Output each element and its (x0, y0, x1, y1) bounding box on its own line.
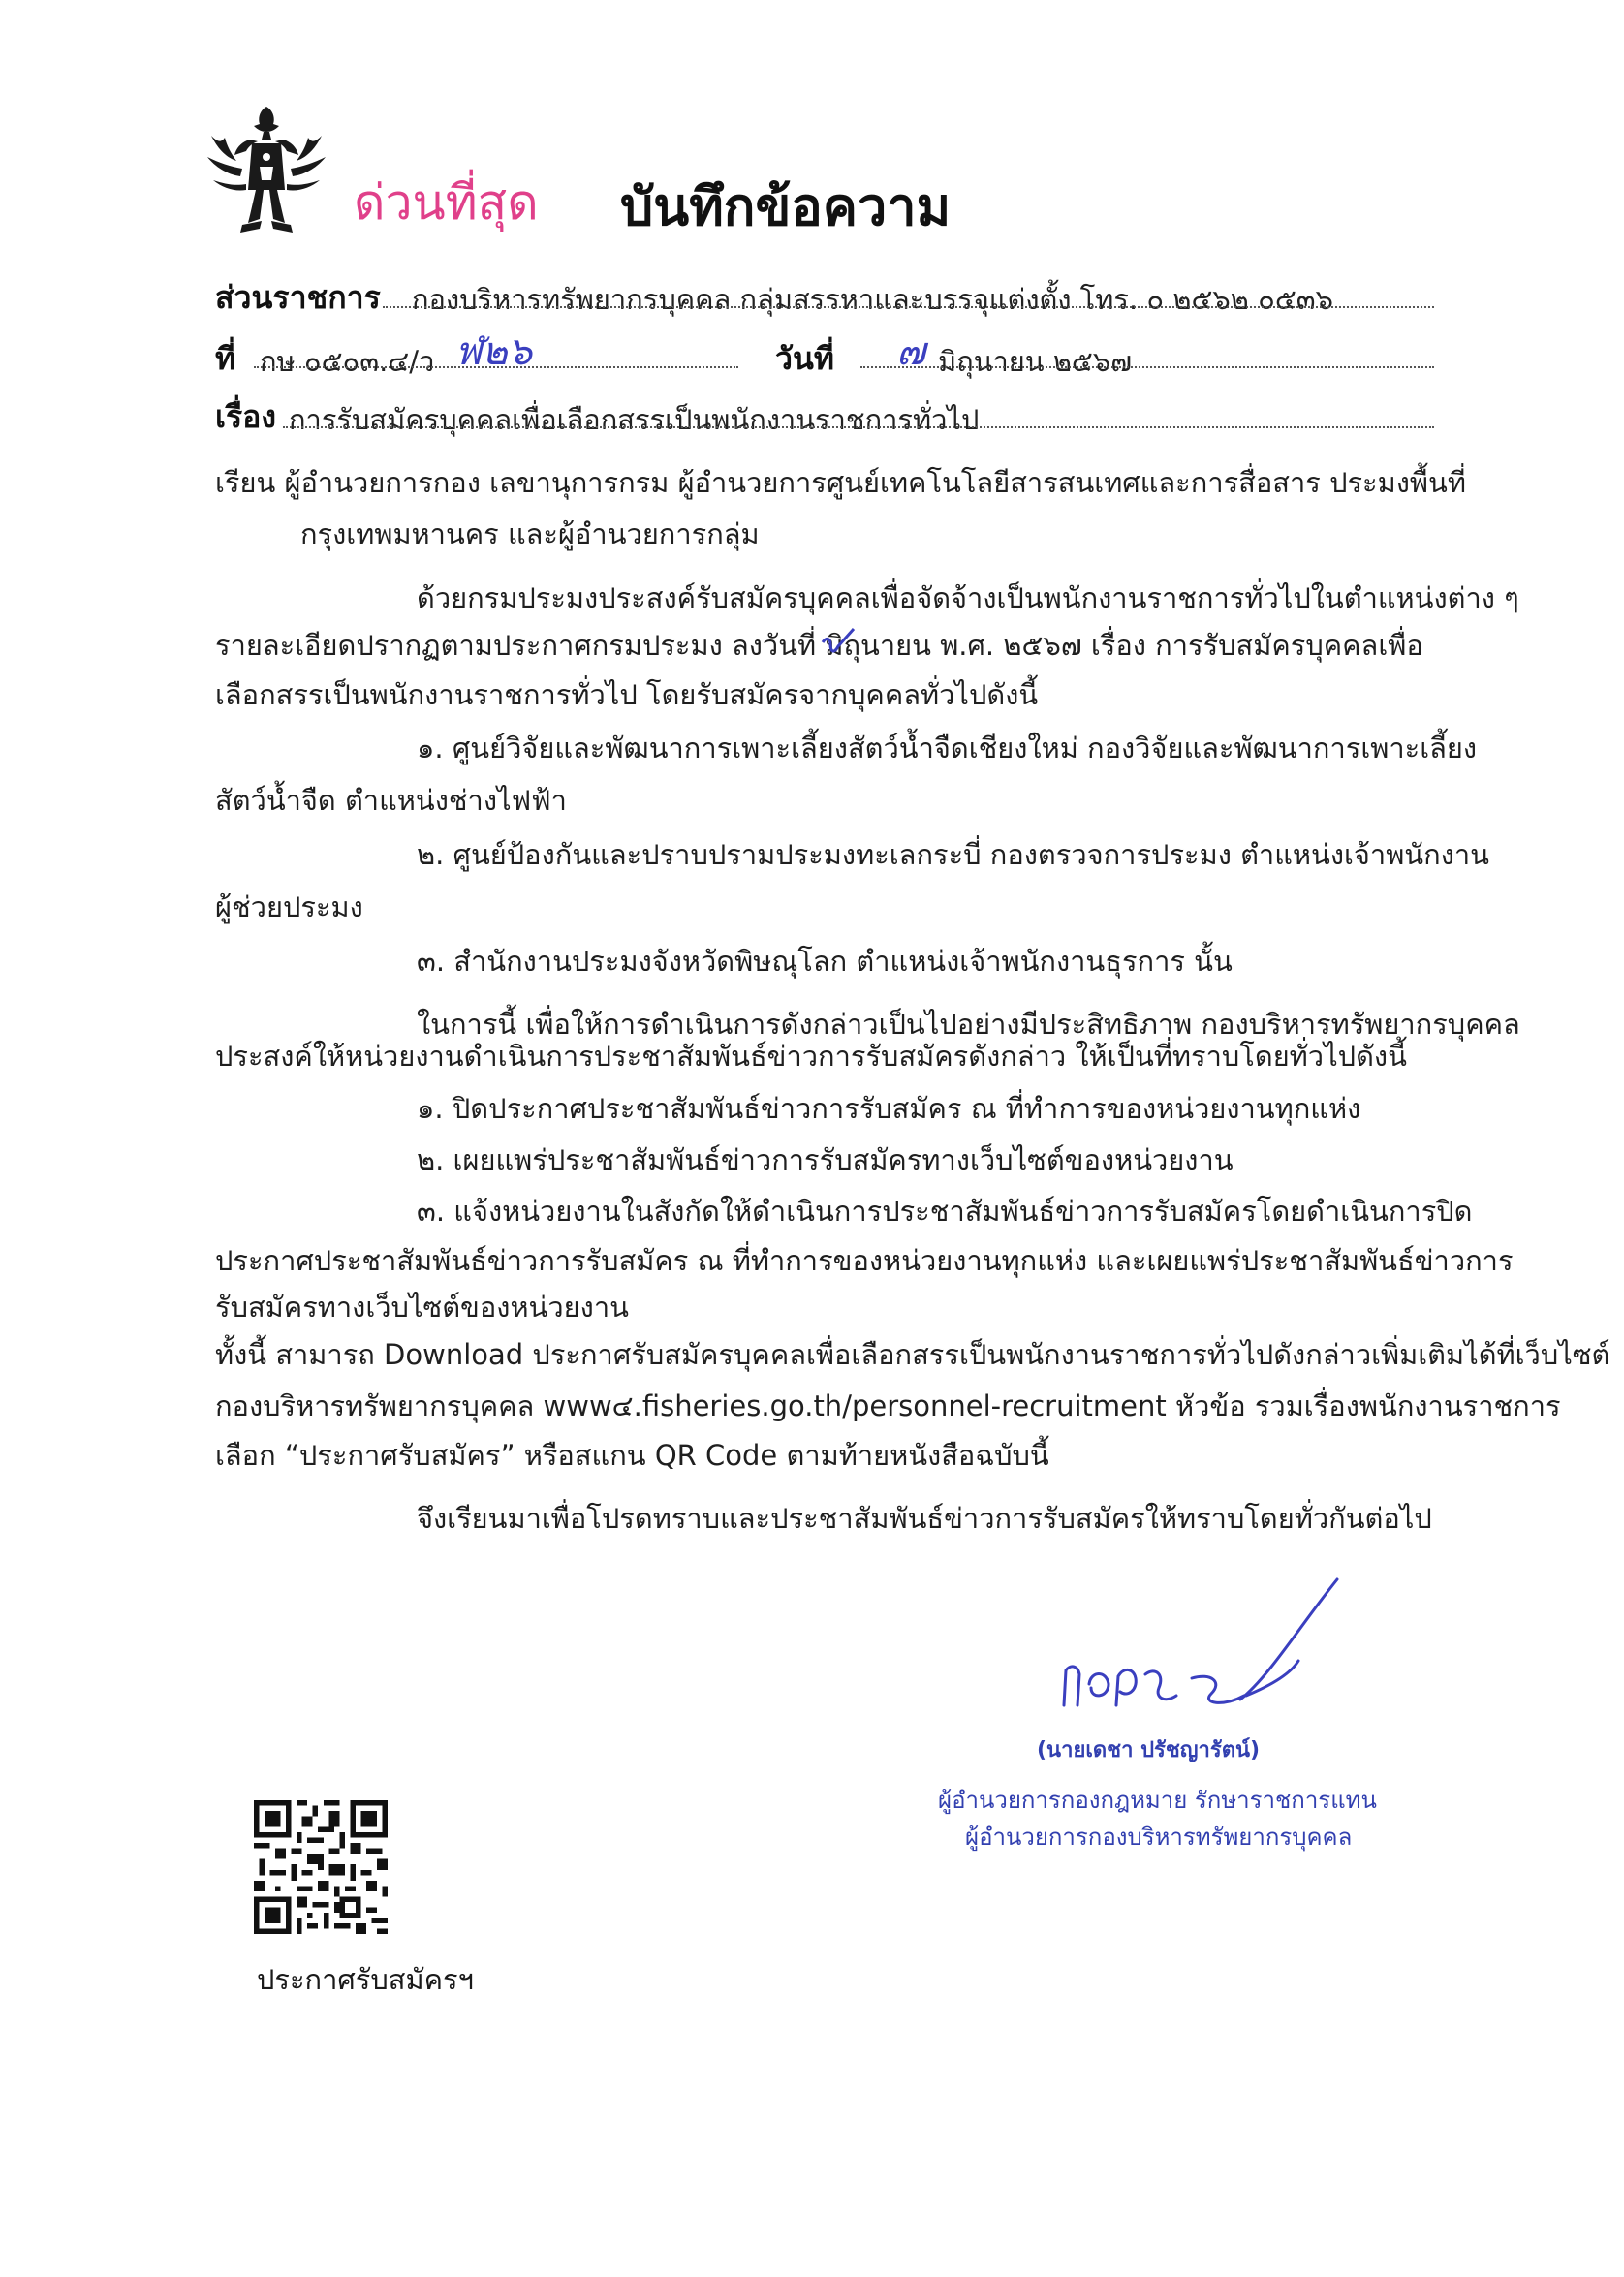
ref-handwritten-number: ฬ๒๖ (455, 329, 533, 374)
urgency-label: ด่วนที่สุด (354, 174, 539, 231)
subject-dotted-line (283, 426, 1434, 428)
date-value: มิถุนายน ๒๕๖๗ (938, 345, 1133, 378)
subject-value: การรับสมัครบุคคลเพื่อเลือกสรรเป็นพนักงานราชการทั่วไป (289, 403, 980, 436)
body-line: เลือก “ประกาศรับสมัคร” หรือสแกน QR Code ตามท้ายหนังสือฉบับนี้ (215, 1439, 1049, 1472)
signatory-position-1: ผู้อำนวยการกองกฎหมาย รักษาราชการแทน (938, 1787, 1377, 1814)
ref-dotted-line (254, 366, 738, 368)
ref-value: กษ ๐๕๐๓.๔/ว (260, 345, 435, 378)
agency-value: กองบริหารทรัพยากรบุคคล กลุ่มสรรหาและบรรจุแต่งตั้ง โทร. ๐ ๒๕๖๒ ๐๕๓๖ (412, 283, 1334, 316)
signatory-position-2: ผู้อำนวยการกองบริหารทรัพยากรบุคคล (965, 1824, 1353, 1851)
qr-caption: ประกาศรับสมัครฯ (257, 1963, 474, 1996)
date-day-handwritten: ๗ (896, 329, 926, 374)
agency-dotted-line (383, 306, 1434, 308)
body-line: กองบริหารทรัพยากรบุคคล www๔.fisheries.go.th/personnel-recruitment หัวข้อ รวมเรื่องพนักงานราชการ (215, 1389, 1561, 1422)
body-line: ประกาศประชาสัมพันธ์ข่าวการรับสมัคร ณ ที่ทำการของหน่วยงานทุกแห่ง และเผยแพร่ประชาสัมพันธ์ข่าวการ (215, 1244, 1514, 1277)
ref-label: ที่ (215, 340, 236, 377)
date-label: วันที่ (775, 340, 834, 377)
subject-label: เรื่อง (215, 398, 276, 435)
body-line: ๑. ศูนย์วิจัยและพัฒนาการเพาะเลี้ยงสัตว์น้ำจืดเชียงใหม่ กองวิจัยและพัฒนาการเพาะเลี้ยง (417, 732, 1478, 764)
body-line: รายละเอียดปรากฏตามประกาศกรมประมง ลงวันที่ มิถุนายน พ.ศ. ๒๕๖๗ เรื่อง การรับสมัครบุคคลเพื่อ (215, 629, 1423, 662)
document-title: บันทึกข้อความ (620, 176, 952, 237)
body-line: ประสงค์ให้หน่วยงานดำเนินการประชาสัมพันธ์ข่าวการรับสมัครดังกล่าว ให้เป็นที่ทราบโดยทั่วไปดังนี้ (215, 1040, 1407, 1073)
body-line: กรุงเทพมหานคร และผู้อำนวยการกลุ่ม (300, 517, 760, 550)
body-line: ในการนี้ เพื่อให้การดำเนินการดังกล่าวเป็นไปอย่างมีประสิทธิภาพ กองบริหารทรัพยากรบุคคล (417, 1008, 1520, 1041)
signatory-name: (นายเดชา ปรัชญารัตน์) (1037, 1738, 1261, 1762)
date-dotted-line (860, 366, 1434, 368)
body-line: ด้วยกรมประมงประสงค์รับสมัครบุคคลเพื่อจัดจ้างเป็นพนักงานราชการทั่วไปในตำแหน่งต่าง ๆ (417, 581, 1519, 614)
body-line: ทั้งนี้ สามารถ Download ประกาศรับสมัครบุคคลเพื่อเลือกสรรเป็นพนักงานราชการทั่วไปดังกล่าวเพิ่มเติมได้ที่เว็บไซต์ (215, 1338, 1610, 1371)
agency-label: ส่วนราชการ (215, 279, 381, 316)
garuda-emblem-icon (203, 97, 329, 242)
body-line: รับสมัครทางเว็บไซต์ของหน่วยงาน (215, 1291, 629, 1324)
body-line: เรียน ผู้อำนวยการกอง เลขานุการกรม ผู้อำนวยการศูนย์เทคโนโลยีสารสนเทศและการสื่อสาร ประมงพื้นที่ (215, 466, 1466, 499)
body-line: ๒. ศูนย์ป้องกันและปราบปรามประมงทะเลกระบี่ กองตรวจการประมง ตำแหน่งเจ้าพนักงาน (417, 838, 1489, 871)
body-line: ผู้ช่วยประมง (215, 890, 363, 923)
body-line: จึงเรียนมาเพื่อโปรดทราบและประชาสัมพันธ์ข่าวการรับสมัครให้ทราบโดยทั่วกันต่อไป (417, 1502, 1432, 1535)
body-line: ๒. เผยแพร่ประชาสัมพันธ์ข่าวการรับสมัครทางเว็บไซต์ของหน่วยงาน (417, 1143, 1234, 1176)
body-line: ๓. สำนักงานประมงจังหวัดพิษณุโลก ตำแหน่งเจ้าพนักงานธุรการ นั้น (417, 945, 1233, 978)
body-line: ๓. แจ้งหน่วยงานในสังกัดให้ดำเนินการประชาสัมพันธ์ข่าวการรับสมัครโดยดำเนินการปิด (417, 1195, 1473, 1228)
handwritten-signature (1056, 1570, 1347, 1725)
body-line: เลือกสรรเป็นพนักงานราชการทั่วไป โดยรับสมัครจากบุคคลทั่วไปดังนี้ (215, 678, 1039, 711)
qr-code[interactable] (254, 1800, 388, 1934)
body-line: สัตว์น้ำจืด ตำแหน่งช่างไฟฟ้า (215, 784, 567, 817)
body-line: ๑. ปิดประกาศประชาสัมพันธ์ข่าวการรับสมัคร ณ ที่ทำการของหน่วยงานทุกแห่ง (417, 1092, 1361, 1125)
handwritten-day-mark-icon (819, 627, 858, 660)
